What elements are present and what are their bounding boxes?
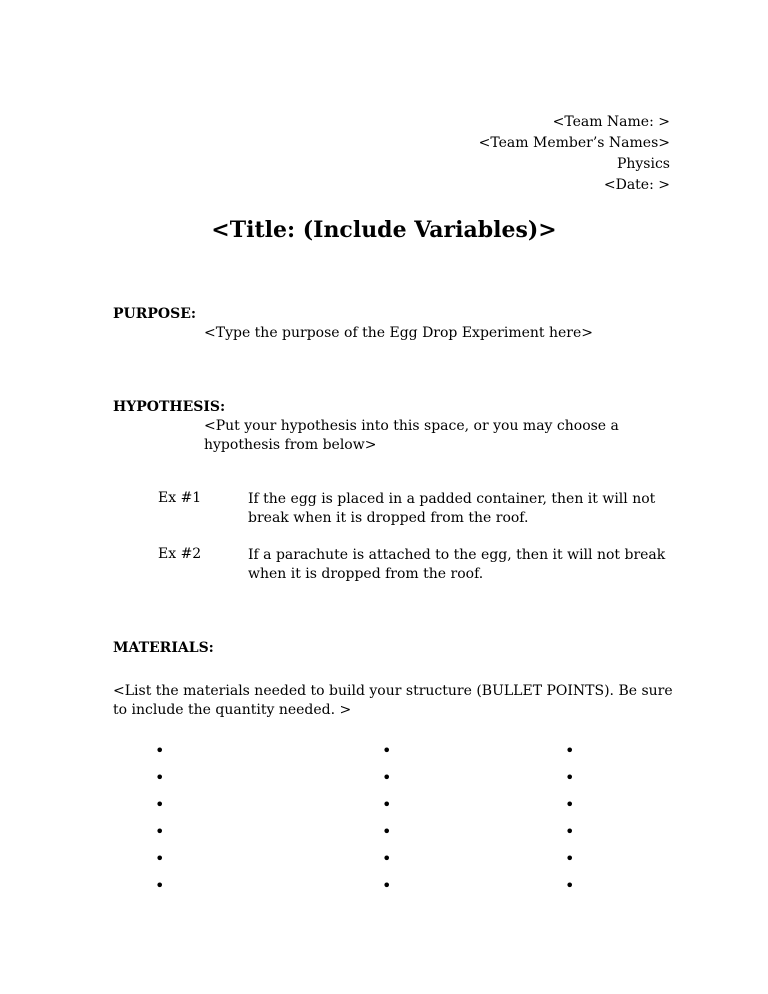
material-bullet-item: • bbox=[565, 822, 575, 841]
material-bullet-item: • bbox=[565, 795, 575, 814]
material-bullet-item: • bbox=[155, 795, 165, 814]
material-bullet-item: • bbox=[382, 795, 392, 814]
material-bullet-item: • bbox=[155, 741, 165, 760]
purpose-heading: PURPOSE: bbox=[113, 306, 197, 322]
material-bullet-item: • bbox=[382, 822, 392, 841]
material-bullet-item: • bbox=[155, 876, 165, 895]
document-header bbox=[479, 112, 670, 196]
material-bullet-item: • bbox=[565, 768, 575, 787]
material-bullet-item: • bbox=[565, 849, 575, 868]
example-text: If a parachute is attached to the egg, then it will not break when it is dropped from the roof. bbox=[248, 547, 666, 582]
example-text: If the egg is placed in a padded container, then it will not break when it is dropped from the roof. bbox=[248, 491, 656, 526]
materials-heading: MATERIALS: bbox=[113, 640, 214, 656]
material-bullet-item: • bbox=[155, 822, 165, 841]
materials-bullet-column-1 bbox=[155, 737, 164, 899]
material-bullet-item: • bbox=[382, 768, 392, 787]
material-bullet-item: • bbox=[382, 876, 392, 895]
date-placeholder: <Date: > bbox=[603, 177, 670, 193]
materials-bullet-column-3 bbox=[565, 737, 574, 899]
subject-label: Physics bbox=[616, 156, 670, 172]
team-name-placeholder: <Team Name: > bbox=[552, 114, 670, 130]
materials-bullet-column-2 bbox=[382, 737, 391, 899]
material-bullet-item: • bbox=[382, 849, 392, 868]
material-bullet-item: • bbox=[155, 768, 165, 787]
material-bullet-item: • bbox=[382, 741, 392, 760]
example-label: Ex #1 bbox=[158, 490, 202, 506]
material-bullet-item: • bbox=[565, 876, 575, 895]
example-label: Ex #2 bbox=[158, 546, 202, 562]
material-bullet-item: • bbox=[155, 849, 165, 868]
purpose-text: <Type the purpose of the Egg Drop Experiment here> bbox=[204, 325, 594, 341]
material-bullet-item: • bbox=[565, 741, 575, 760]
team-members-placeholder: <Team Member’s Names> bbox=[478, 135, 670, 151]
materials-instructions: <List the materials needed to build your structure (BULLET POINTS). Be sure to include the quantity needed. > bbox=[113, 683, 673, 718]
document-title: <Title: (Include Variables)> bbox=[211, 217, 557, 243]
hypothesis-heading: HYPOTHESIS: bbox=[113, 399, 226, 415]
hypothesis-text: <Put your hypothesis into this space, or you may choose a hypothesis from below> bbox=[204, 418, 619, 453]
